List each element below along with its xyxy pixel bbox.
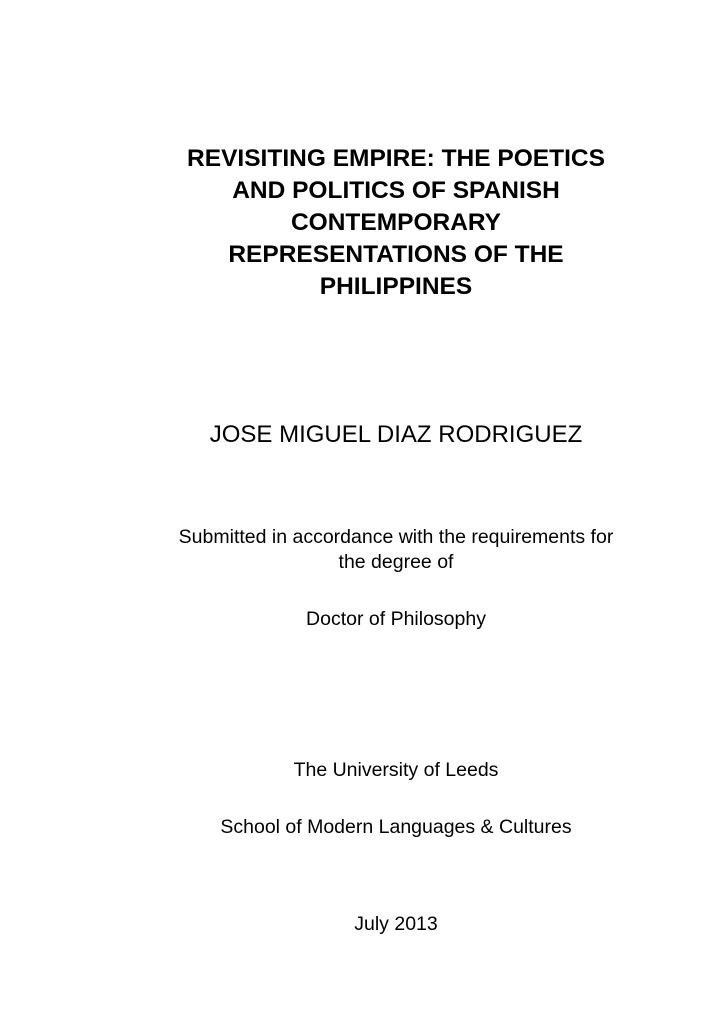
thesis-title — [140, 143, 652, 303]
degree-name: Doctor of Philosophy — [306, 608, 486, 630]
thesis-title-line-3: CONTEMPORARY — [290, 209, 502, 236]
thesis-title-line-1: REVISITING EMPIRE: THE POETICS — [187, 145, 605, 172]
thesis-title-line-2: AND POLITICS OF SPANISH — [232, 177, 560, 204]
submission-statement — [140, 525, 652, 575]
submission-line-2: the degree of — [338, 551, 454, 573]
school-name: School of Modern Languages & Cultures — [220, 816, 572, 838]
university-name: The University of Leeds — [293, 759, 499, 781]
thesis-title-line-4: REPRESENTATIONS OF THE — [228, 241, 564, 268]
submission-line-1: Submitted in accordance with the requirements for — [178, 526, 614, 548]
author-name: JOSE MIGUEL DIAZ RODRIGUEZ — [209, 421, 583, 448]
submission-date: July 2013 — [354, 913, 438, 935]
thesis-title-line-5: PHILIPPINES — [319, 273, 473, 300]
